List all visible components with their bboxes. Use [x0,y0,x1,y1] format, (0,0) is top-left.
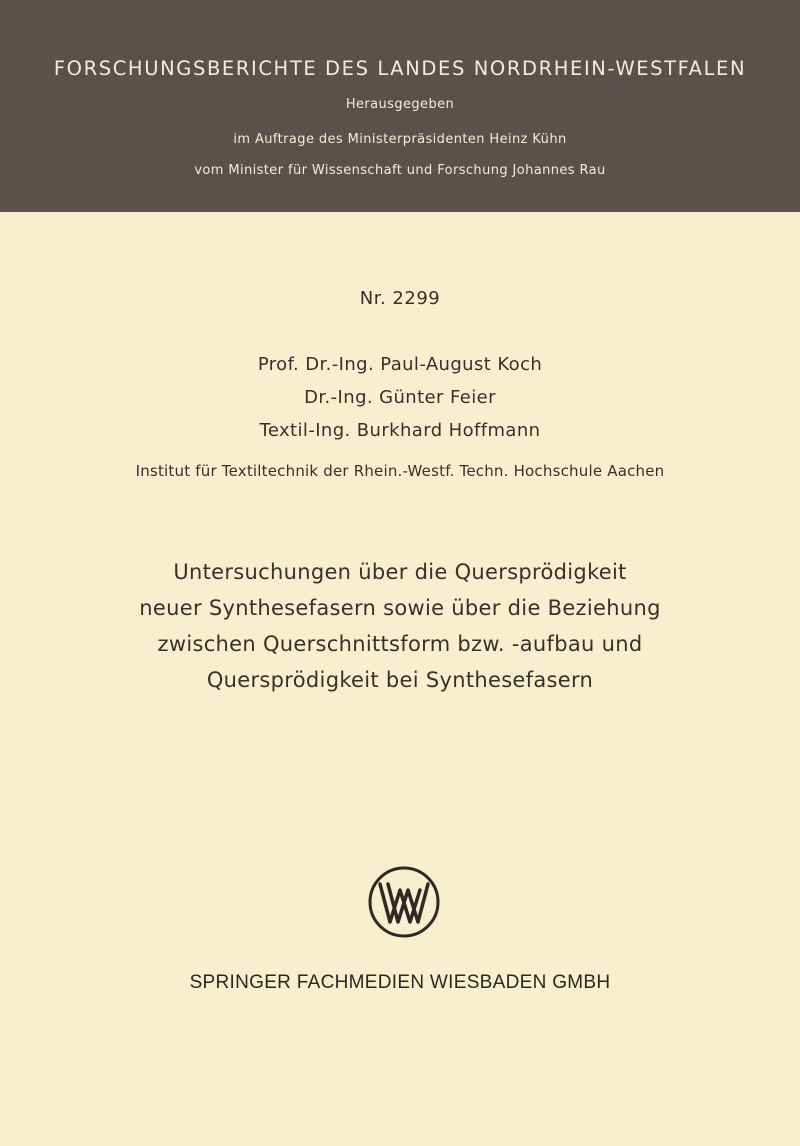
westdeutscher-verlag-logo-icon [366,864,442,940]
title-line-1: Untersuchungen über die Quersprödigkeit [173,560,627,584]
series-title: FORSCHUNGSBERICHTE DES LANDES NORDRHEIN-WESTFALEN [53,57,747,80]
editor-line-commission: im Auftrage des Ministerpräsidenten Heinz Kühn [233,132,567,147]
editor-line-minister: vom Minister für Wissenschaft und Forschung Johannes Rau [194,163,606,178]
series-header-band [0,0,800,212]
institute-affiliation: Institut für Textiltechnik der Rhein.-Westf. Techn. Hochschule Aachen [135,462,665,480]
author-1: Prof. Dr.-Ing. Paul-August Koch [257,354,543,375]
title-line-4: Quersprödigkeit bei Synthesefasern [206,668,594,692]
author-3: Textil-Ing. Burkhard Hoffmann [259,420,541,441]
issue-number: Nr. 2299 [359,288,441,309]
publisher-name: SPRINGER FACHMEDIEN WIESBADEN GMBH [189,972,611,993]
title-line-2: neuer Synthesefasern sowie über die Beziehung [139,596,661,620]
author-2: Dr.-Ing. Günter Feier [304,387,496,408]
editor-line-heading: Herausgegeben [345,97,455,112]
title-line-3: zwischen Querschnittsform bzw. -aufbau und [157,632,643,656]
